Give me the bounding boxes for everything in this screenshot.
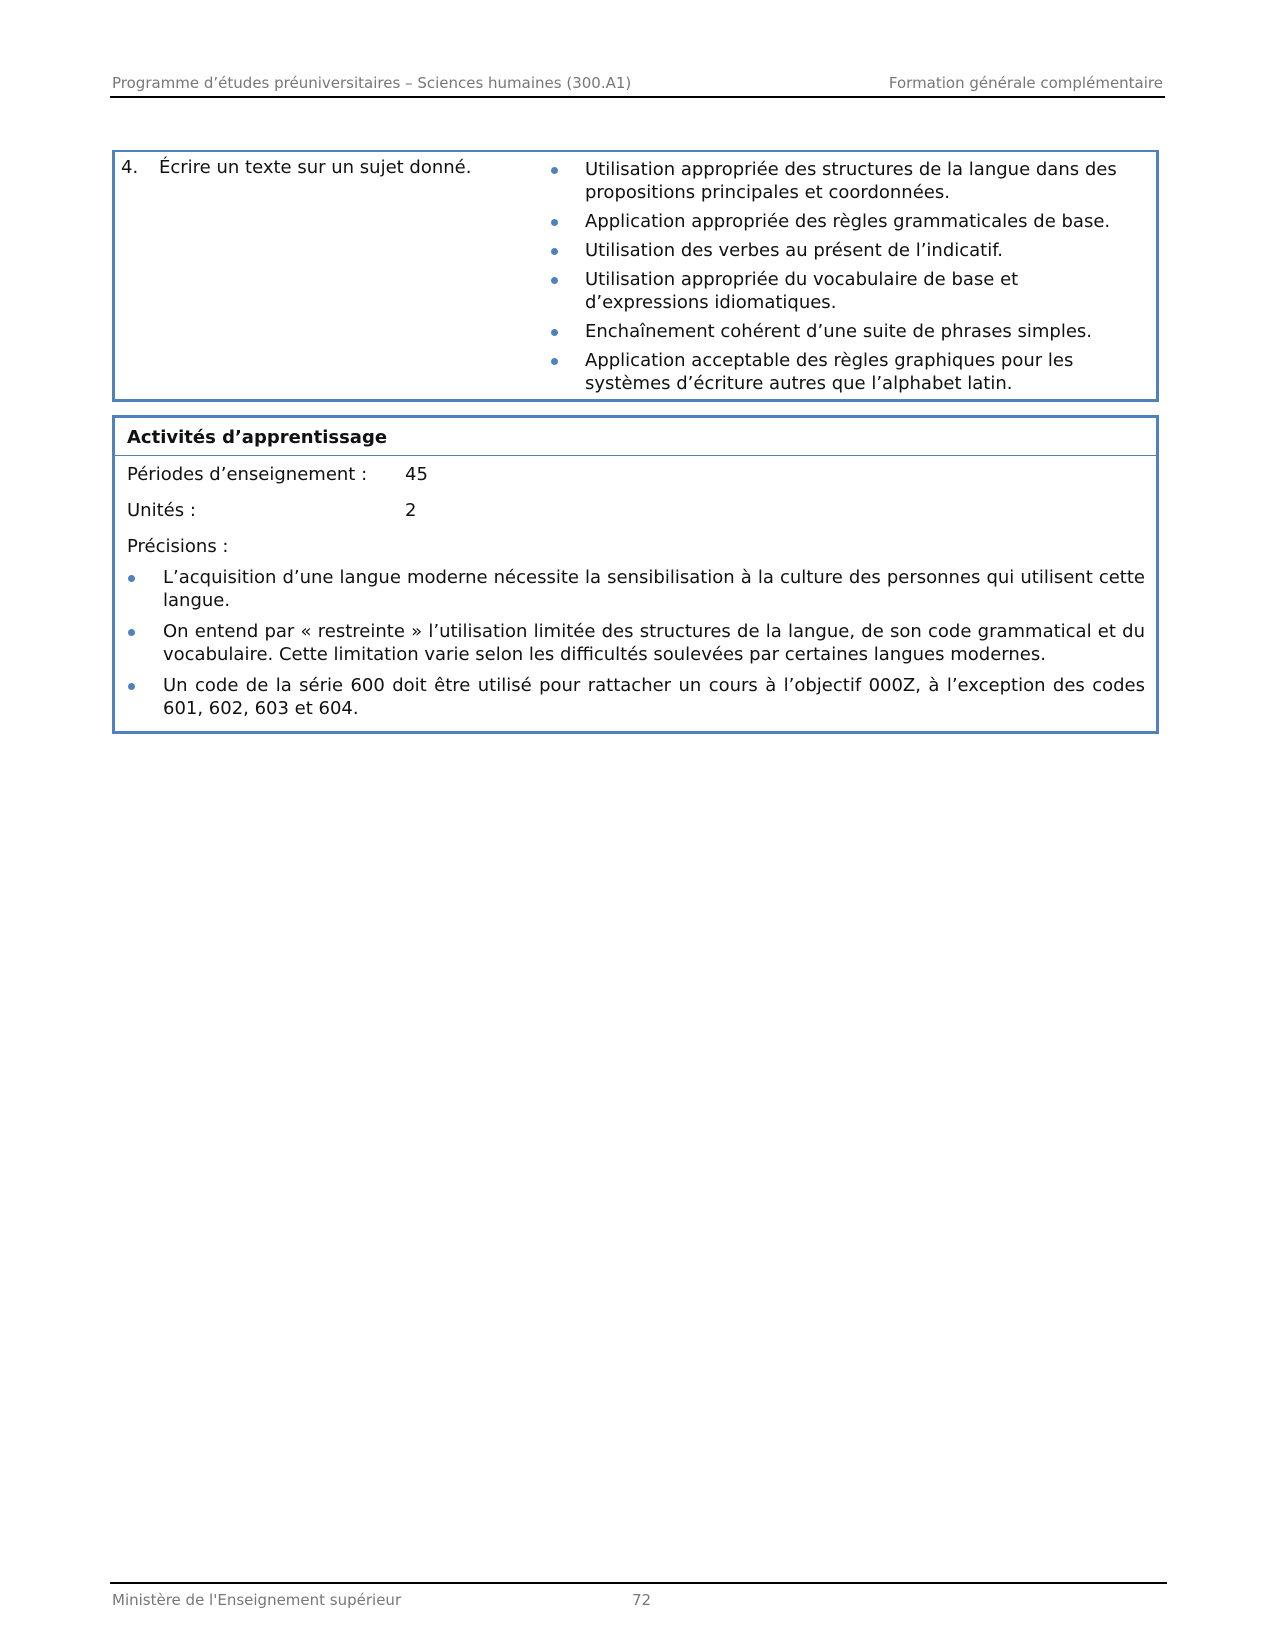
precision-item: On entend par « restreinte » l’utilisation limitée des structures de la langue, de son code grammatical et du vocabulaire. Cette limitation varie selon les difficultés soulevées par certaines langues modernes. (115, 620, 1145, 666)
periods-label: Périodes d’enseignement : (127, 464, 368, 485)
footer-ministry: Ministère de l'Enseignement supérieur (112, 1591, 402, 1609)
header-section-title: Formation générale complémentaire (888, 74, 1163, 92)
objective-label: Écrire un texte sur un sujet donné. (159, 157, 472, 178)
objective-number: 4. (121, 157, 139, 178)
precision-item: L’acquisition d’une langue moderne nécessite la sensibilisation à la culture des personnes qui utilisent cette langue. (115, 566, 1145, 612)
precisions-label: Précisions : (127, 536, 229, 557)
criterion-item: Enchaînement cohérent d’une suite de phrases simples. (545, 320, 1145, 343)
page-header (110, 74, 1165, 98)
periods-value: 45 (405, 464, 428, 485)
learning-activities-title: Activités d’apprentissage (115, 418, 1156, 456)
criterion-item: Application acceptable des règles graphiques pour les systèmes d’écriture autres que l’alphabet latin. (545, 349, 1145, 395)
criterion-item: Utilisation appropriée du vocabulaire de base et d’expressions idiomatiques. (545, 268, 1145, 314)
bullet-icon (128, 575, 135, 582)
learning-activities-table (112, 415, 1159, 734)
bullet-icon (551, 329, 558, 336)
bullet-icon (551, 358, 558, 365)
units-label: Unités : (127, 500, 196, 521)
bullet-icon (128, 629, 135, 636)
precisions-list (115, 566, 1145, 728)
criterion-item: Utilisation appropriée des structures de la langue dans des propositions principales et coordonnées. (545, 158, 1145, 204)
precision-item: Un code de la série 600 doit être utilisé pour rattacher un cours à l’objectif 000Z, à l’exception des codes 601, 602, 603 et 604. (115, 674, 1145, 720)
page-number: 72 (632, 1591, 652, 1609)
bullet-icon (551, 277, 558, 284)
criterion-item: Application appropriée des règles grammaticales de base. (545, 210, 1145, 233)
bullet-icon (551, 219, 558, 226)
objective-statement (121, 157, 471, 178)
objective-table (112, 150, 1159, 402)
page-footer (110, 1582, 1167, 1609)
criterion-item: Utilisation des verbes au présent de l’indicatif. (545, 239, 1145, 262)
bullet-icon (128, 683, 135, 690)
units-row (127, 500, 417, 521)
bullet-icon (551, 167, 558, 174)
periods-row (127, 464, 428, 485)
units-value: 2 (405, 500, 417, 521)
bullet-icon (551, 248, 558, 255)
header-program-title: Programme d’études préuniversitaires – Sciences humaines (300.A1) (112, 74, 632, 92)
performance-criteria-list (545, 158, 1145, 401)
